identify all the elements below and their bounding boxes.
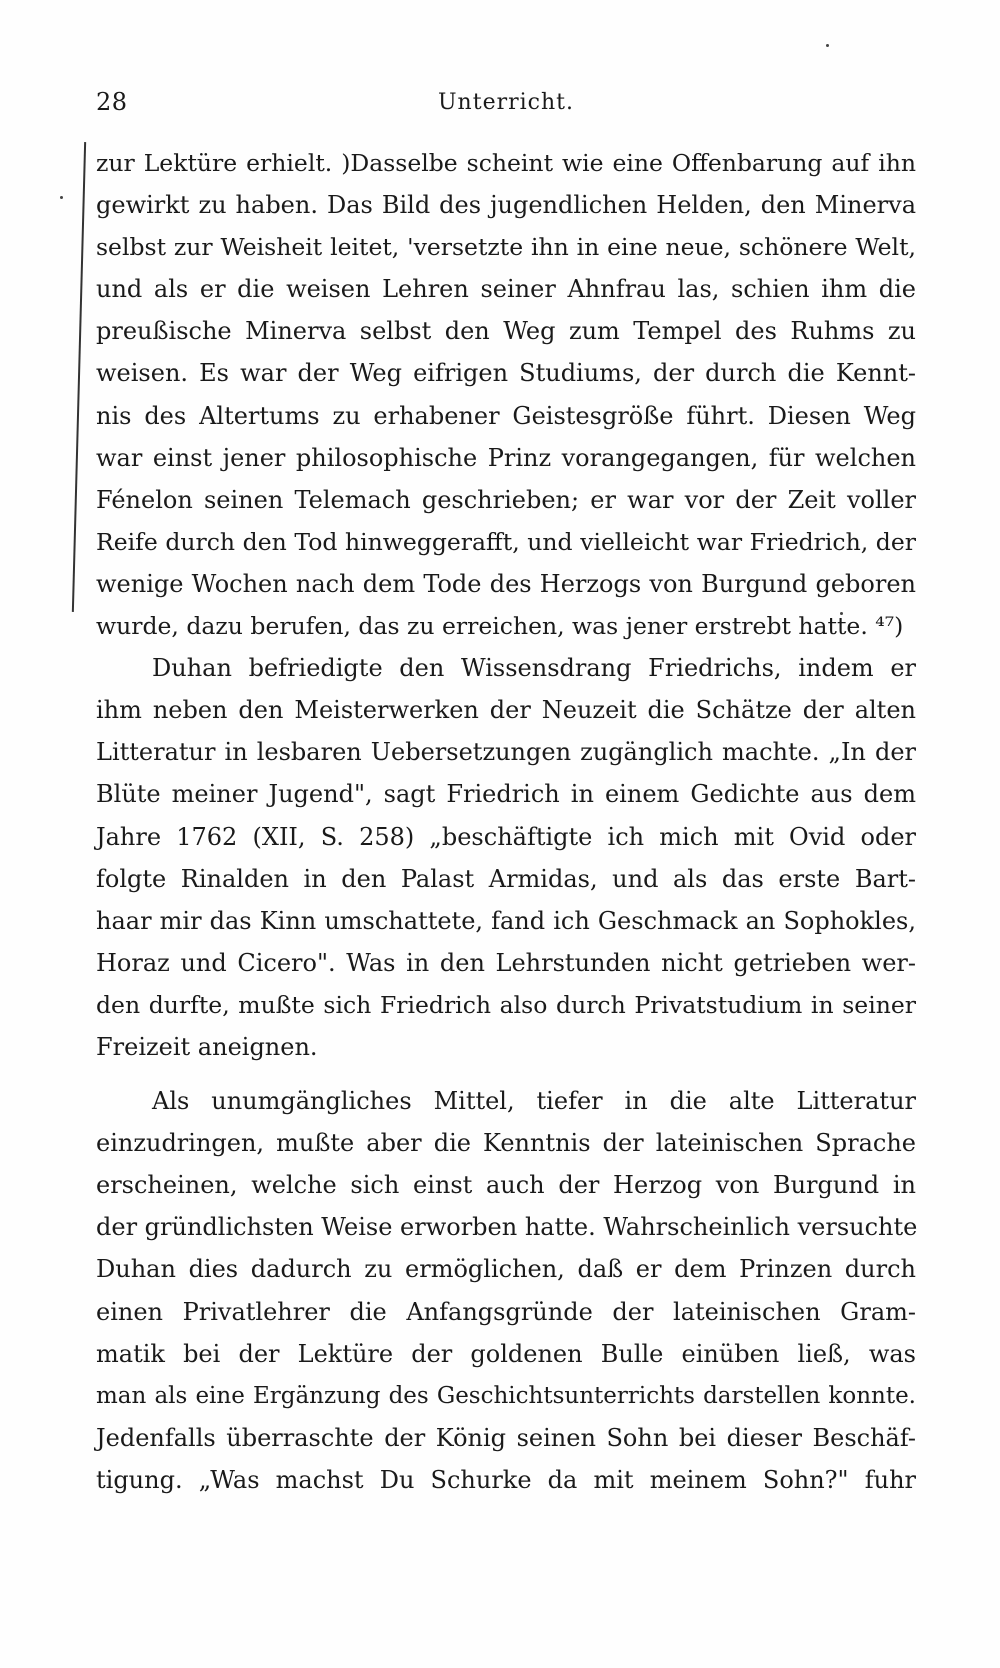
text-line: haar mir das Kinn umschattete, fand ich Geschmack an Sophokles, <box>96 906 916 935</box>
body-text <box>96 142 916 1501</box>
text-line: Duhan befriedigte den Wissensdrang Friedrichs, indem er <box>152 654 916 683</box>
text-line: Horaz und Cicero". Was in den Lehrstunden nicht getrieben wer- <box>96 948 916 977</box>
paragraph <box>96 647 916 1068</box>
margin-dot <box>826 44 829 47</box>
text-line: wurde, dazu berufen, das zu erreichen, was jener erstrebt hatte. ⁴⁷) <box>96 612 904 641</box>
text-line: Blüte meiner Jugend", sagt Friedrich in einem Gedichte aus dem <box>96 780 916 809</box>
text-line: man als eine Ergänzung des Geschichtsunterrichts darstellen konnte. <box>96 1382 916 1409</box>
text-line: Duhan dies dadurch zu ermöglichen, daß er dem Prinzen durch <box>96 1255 916 1284</box>
text-line: Litteratur in lesbaren Uebersetzungen zugänglich machte. „In der <box>96 738 916 767</box>
text-line: den durfte, mußte sich Friedrich also durch Privatstudium in seiner <box>96 990 916 1019</box>
running-title: Unterricht. <box>438 90 574 115</box>
text-line: und als er die weisen Lehren seiner Ahnfrau las, schien ihm die <box>96 275 916 304</box>
text-line: Fénelon seinen Telemach geschrieben; er war vor der Zeit voller <box>96 485 916 514</box>
text-line: gewirkt zu haben. Das Bild des jugendlichen Helden, den Minerva <box>96 191 916 220</box>
text-line: matik bei der Lektüre der goldenen Bulle einüben ließ, was <box>96 1339 916 1368</box>
text-line: ihm neben den Meisterwerken der Neuzeit die Schätze der alten <box>96 696 916 725</box>
text-line: folgte Rinalden in den Palast Armidas, und als das erste Bart- <box>96 864 916 893</box>
text-line: zur Lektüre erhielt. )Dasselbe scheint wie eine Offenbarung auf ihn <box>96 149 916 177</box>
text-line: nis des Altertums zu erhabener Geistesgröße führt. Diesen Weg <box>96 401 916 430</box>
text-line: Jedenfalls überraschte der König seinen Sohn bei dieser Beschäf- <box>96 1423 916 1452</box>
text-line: erscheinen, welche sich einst auch der Herzog von Burgund in <box>96 1171 916 1200</box>
margin-pencil-mark <box>72 142 86 612</box>
margin-dot <box>60 196 63 199</box>
text-line: Freizeit aneignen. <box>96 1032 318 1061</box>
text-line: wenige Wochen nach dem Tode des Herzogs von Burgund geboren <box>96 569 916 598</box>
text-line: weisen. Es war der Weg eifrigen Studiums, der durch die Kennt- <box>96 359 916 388</box>
text-line: war einst jener philosophische Prinz vorangegangen, für welchen <box>96 443 916 472</box>
page-header <box>96 88 916 124</box>
text-line: selbst zur Weisheit leitet, 'versetzte ihn in eine neue, schönere Welt, <box>96 233 916 262</box>
text-line: der gründlichsten Weise erworben hatte. Wahrscheinlich versuchte <box>96 1213 918 1242</box>
text-line: einen Privatlehrer die Anfangsgründe der lateinischen Gram- <box>96 1297 916 1326</box>
text-line: einzudringen, mußte aber die Kenntnis der lateinischen Sprache <box>96 1129 916 1158</box>
paragraph <box>96 142 916 647</box>
page-number: 28 <box>96 88 128 116</box>
text-line: Reife durch den Tod hinweggerafft, und vielleicht war Friedrich, der <box>96 527 916 556</box>
text-line: Als unumgängliches Mittel, tiefer in die alte Litteratur <box>152 1087 916 1116</box>
paragraph <box>96 1080 916 1501</box>
text-line: tigung. „Was machst Du Schurke da mit meinem Sohn?" fuhr <box>96 1465 916 1494</box>
text-line: Jahre 1762 (XII, S. 258) „beschäftigte ich mich mit Ovid oder <box>96 822 916 851</box>
text-line: preußische Minerva selbst den Weg zum Tempel des Ruhms zu <box>96 317 916 346</box>
